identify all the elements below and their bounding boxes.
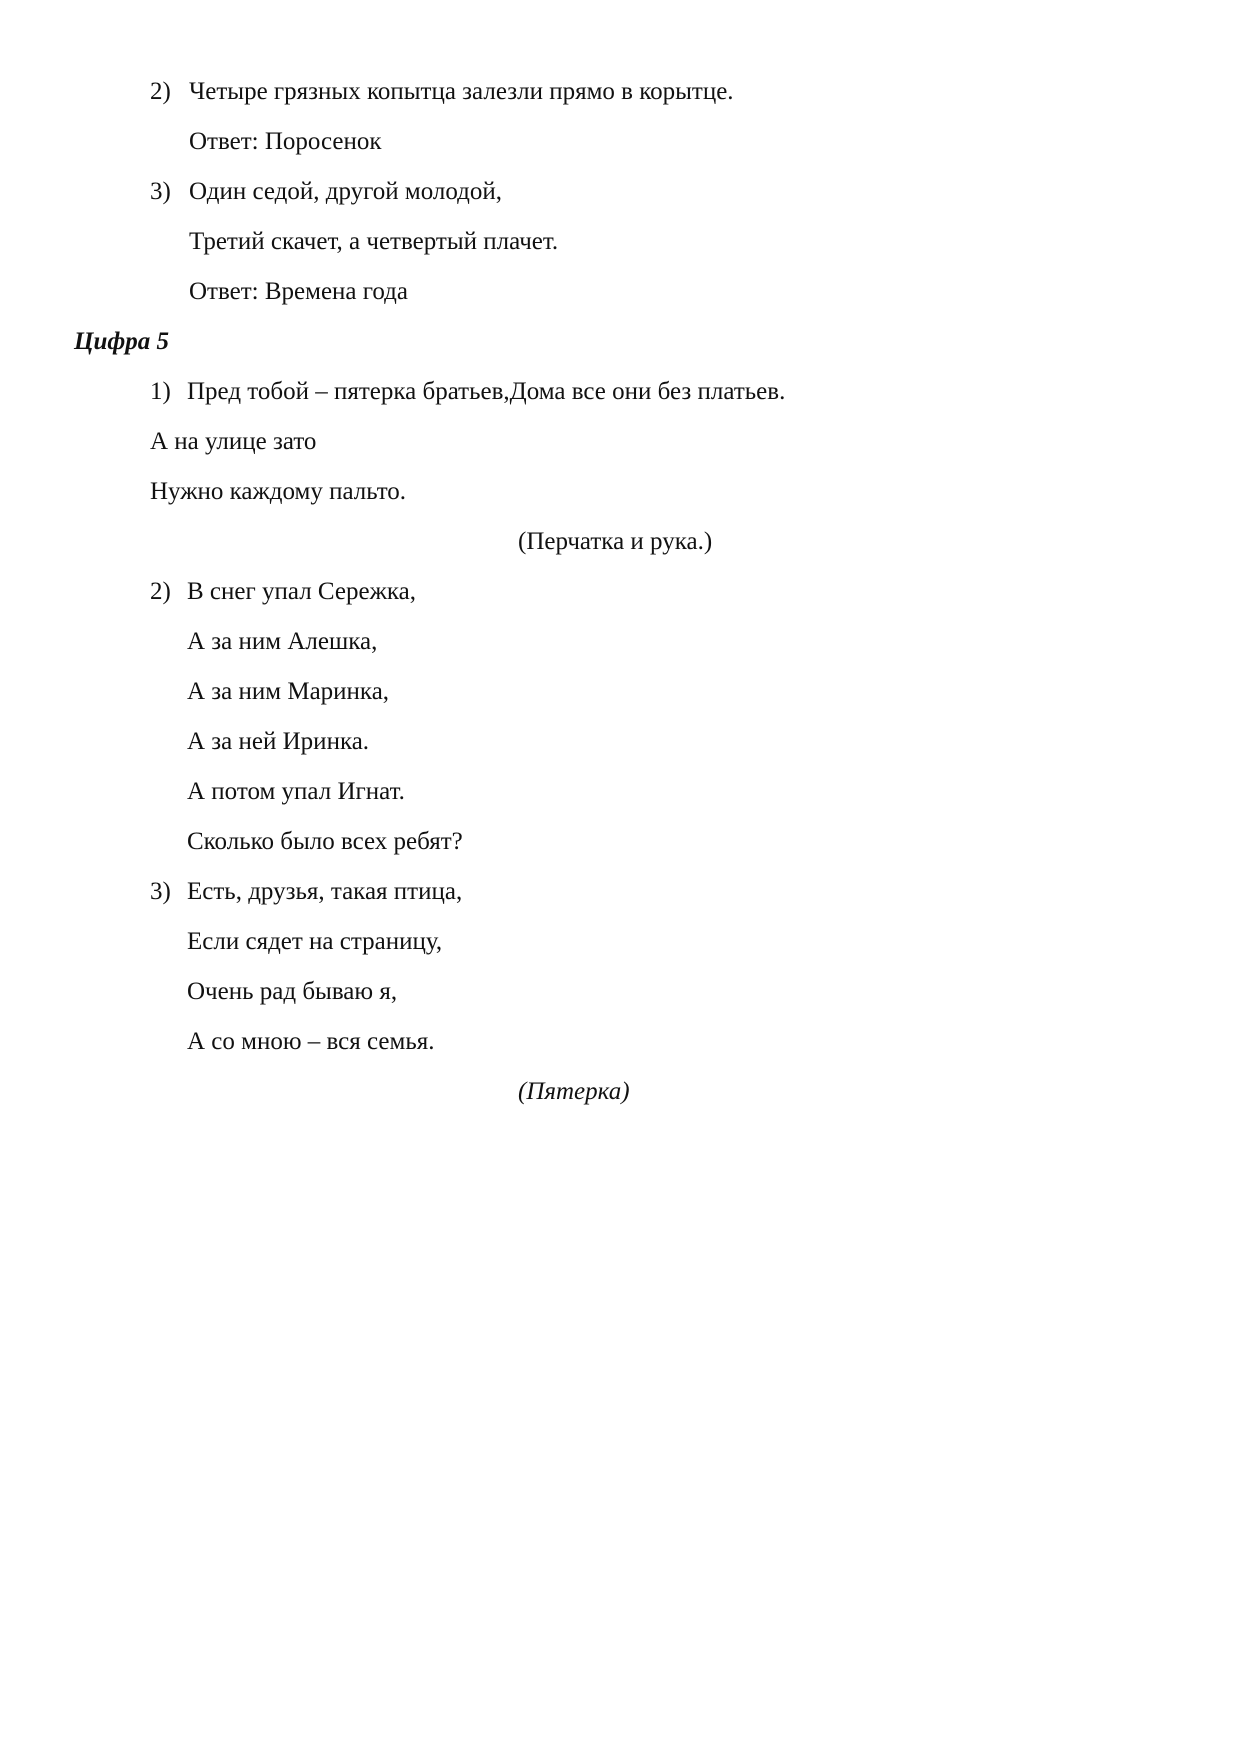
riddle-answer: Ответ: Времена года	[189, 278, 408, 305]
item-number: 3)	[150, 178, 171, 205]
riddle-line: Есть, друзья, такая птица,	[187, 878, 463, 905]
item-number: 2)	[150, 78, 171, 105]
item-number: 2)	[150, 578, 171, 605]
riddle-answer: (Перчатка и рука.)	[518, 528, 713, 555]
item-number: 3)	[150, 878, 171, 905]
riddle-line: Очень рад бываю я,	[187, 978, 398, 1005]
riddle-line: А потом упал Игнат.	[187, 778, 405, 805]
riddle-line: Нужно каждому пальто.	[150, 478, 407, 505]
riddle-line: В снег упал Сережка,	[187, 578, 416, 605]
riddle-line: Один седой, другой молодой,	[189, 178, 502, 205]
riddle-answer: (Пятерка)	[518, 1078, 630, 1105]
riddle-answer: Ответ: Поросенок	[189, 128, 382, 155]
riddle-line: Третий скачет, а четвертый плачет.	[189, 228, 559, 255]
riddle-line: Пред тобой – пятерка братьев,Дома все они без платьев.	[187, 378, 786, 405]
section-heading: Цифра 5	[74, 328, 169, 355]
riddle-line: А за ним Алешка,	[187, 628, 378, 655]
riddle-line: А за ней Иринка.	[187, 728, 370, 755]
riddle-line: А со мною – вся семья.	[187, 1028, 435, 1055]
riddle-line: Если сядет на страницу,	[187, 928, 443, 955]
riddle-line: Сколько было всех ребят?	[187, 828, 463, 855]
riddle-line: А на улице зато	[150, 428, 317, 455]
item-number: 1)	[150, 378, 171, 405]
riddle-line: Четыре грязных копытца залезли прямо в корытце.	[189, 78, 734, 105]
riddle-line: А за ним Маринка,	[187, 678, 390, 705]
